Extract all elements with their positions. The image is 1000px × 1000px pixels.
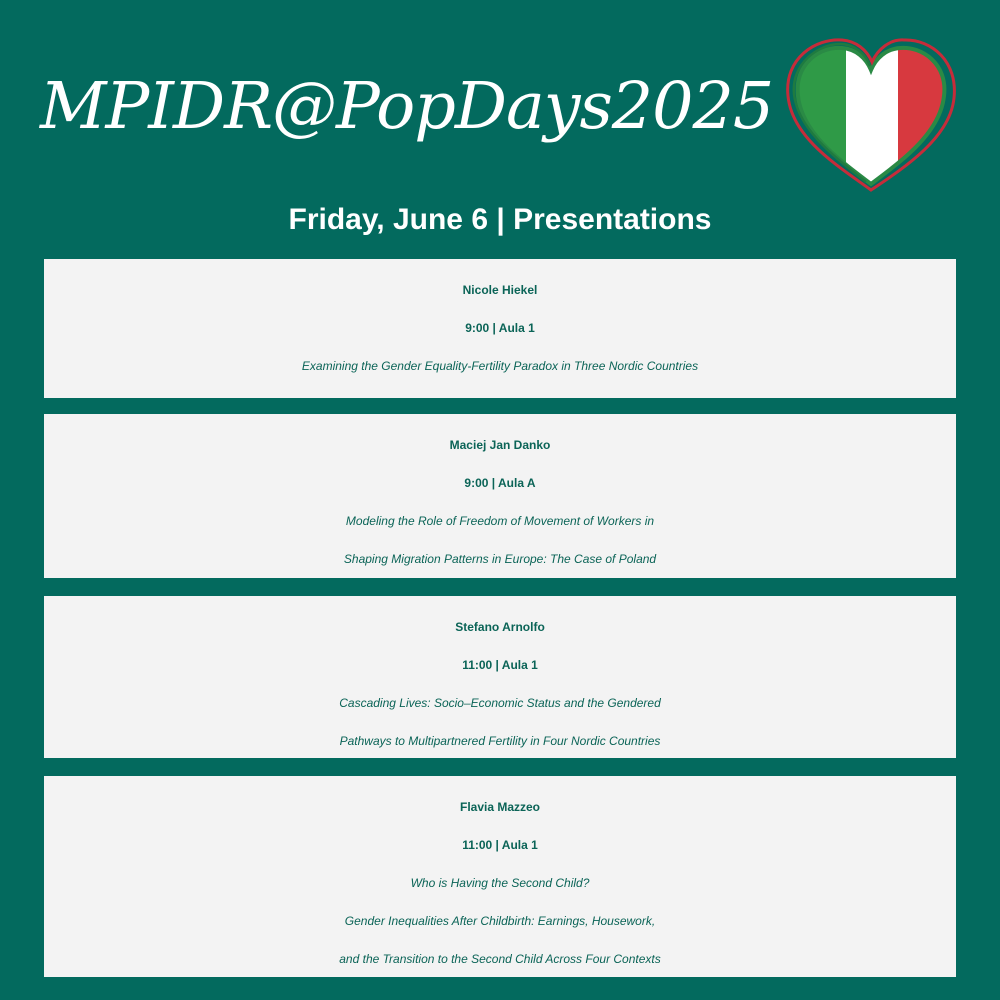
presentation-title-line: Modeling the Role of Freedom of Movement of Workers in bbox=[345, 514, 655, 528]
presentation-title-line: Shaping Migration Patterns in Europe: The Case of Poland bbox=[343, 552, 657, 566]
time-room: 9:00 | Aula 1 bbox=[465, 321, 535, 335]
presentation-title-line: Who is Having the Second Child? bbox=[410, 876, 590, 890]
time-room: 11:00 | Aula 1 bbox=[462, 658, 538, 672]
presentation-card bbox=[44, 596, 956, 758]
time-room: 9:00 | Aula A bbox=[464, 476, 536, 490]
event-title: MPIDR@PopDays2025 bbox=[40, 69, 774, 144]
header bbox=[0, 0, 1000, 260]
presentation-card bbox=[44, 776, 956, 977]
schedule-subtitle: Friday, June 6 | Presentations bbox=[288, 203, 712, 236]
presenter-name: Stefano Arnolfo bbox=[455, 620, 545, 634]
presenter-name: Flavia Mazzeo bbox=[459, 800, 541, 814]
italian-flag-heart-icon bbox=[782, 34, 960, 194]
presentation-title-line: Gender Inequalities After Childbirth: Earnings, Housework, bbox=[344, 914, 656, 928]
presentation-title-line: Cascading Lives: Socio–Economic Status and the Gendered bbox=[339, 696, 661, 710]
presentation-card bbox=[44, 414, 956, 578]
presentation-title-line: and the Transition to the Second Child Across Four Contexts bbox=[339, 952, 661, 966]
presenter-name: Maciej Jan Danko bbox=[449, 438, 551, 452]
time-room: 11:00 | Aula 1 bbox=[462, 838, 538, 852]
presenter-name: Nicole Hiekel bbox=[462, 283, 538, 297]
presentation-title-line: Examining the Gender Equality-Fertility Paradox in Three Nordic Countries bbox=[301, 359, 699, 373]
presentation-title-line: Pathways to Multipartnered Fertility in Four Nordic Countries bbox=[339, 734, 661, 748]
presentation-card bbox=[44, 259, 956, 398]
